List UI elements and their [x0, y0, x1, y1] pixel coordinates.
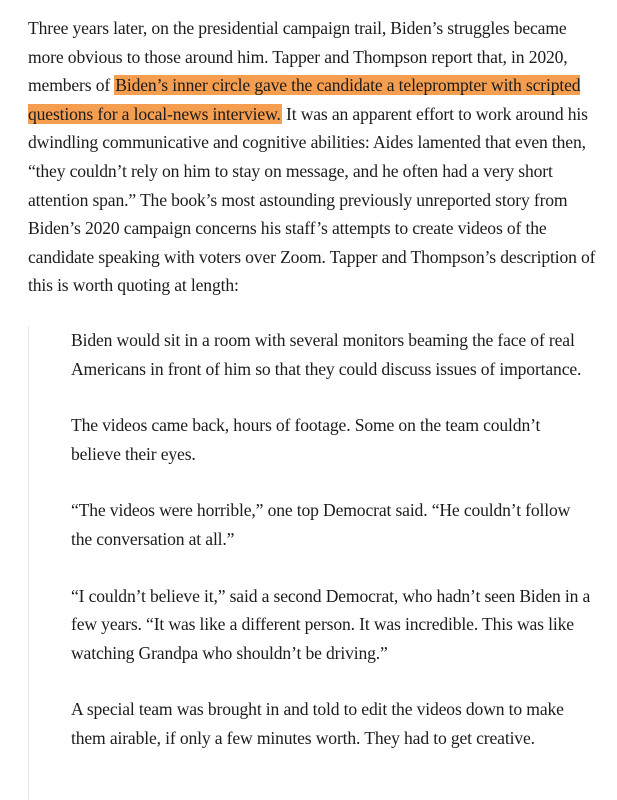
intro-text-before: Three years later, on the presidential campaign trail, Biden’s struggles became more obvious to those around him. Tapper and Thompson report that, in 2020, members of	[28, 18, 568, 96]
article-body	[28, 14, 603, 300]
intro-text-after: It was an apparent effort to work around his dwindling communicative and cognitive abilities: Aides lamented that even then, “they couldn’t rely on him to stay on message, and he often had a very short attention span.” The book’s most astounding previously unreported story from Biden’s 2020 campaign concerns his staff’s attempts to create videos of the candidate speaking with voters over Zoom. Tapper and Thompson’s description of this is worth quoting at length:	[28, 103, 596, 296]
quote-paragraph: The videos came back, hours of footage. Some on the team couldn’t believe their eyes.	[71, 415, 541, 464]
quote-paragraph: “The videos were horrible,” one top Democrat said. “He couldn’t follow the conversation at all.”	[71, 500, 571, 549]
quote-paragraph: “I couldn’t believe it,” said a second Democrat, who hadn’t seen Biden in a few years. “It was like a different person. It was incredible. This was like watching Grandpa who shouldn’t be driving.”	[71, 585, 591, 663]
quote-paragraph: Biden would sit in a room with several monitors beaming the face of real Americans in front of him so that they could discuss issues of importance.	[71, 330, 582, 379]
blockquote	[28, 326, 591, 800]
intro-paragraph	[28, 14, 603, 300]
quote-paragraph: A special team was brought in and told to edit the videos down to make them airable, if only a few minutes worth. They had to get creative.	[71, 699, 564, 748]
highlighted-text[interactable]: Biden’s inner circle gave the candidate a teleprompter with scripted questions for a local-news interview.	[28, 75, 581, 124]
